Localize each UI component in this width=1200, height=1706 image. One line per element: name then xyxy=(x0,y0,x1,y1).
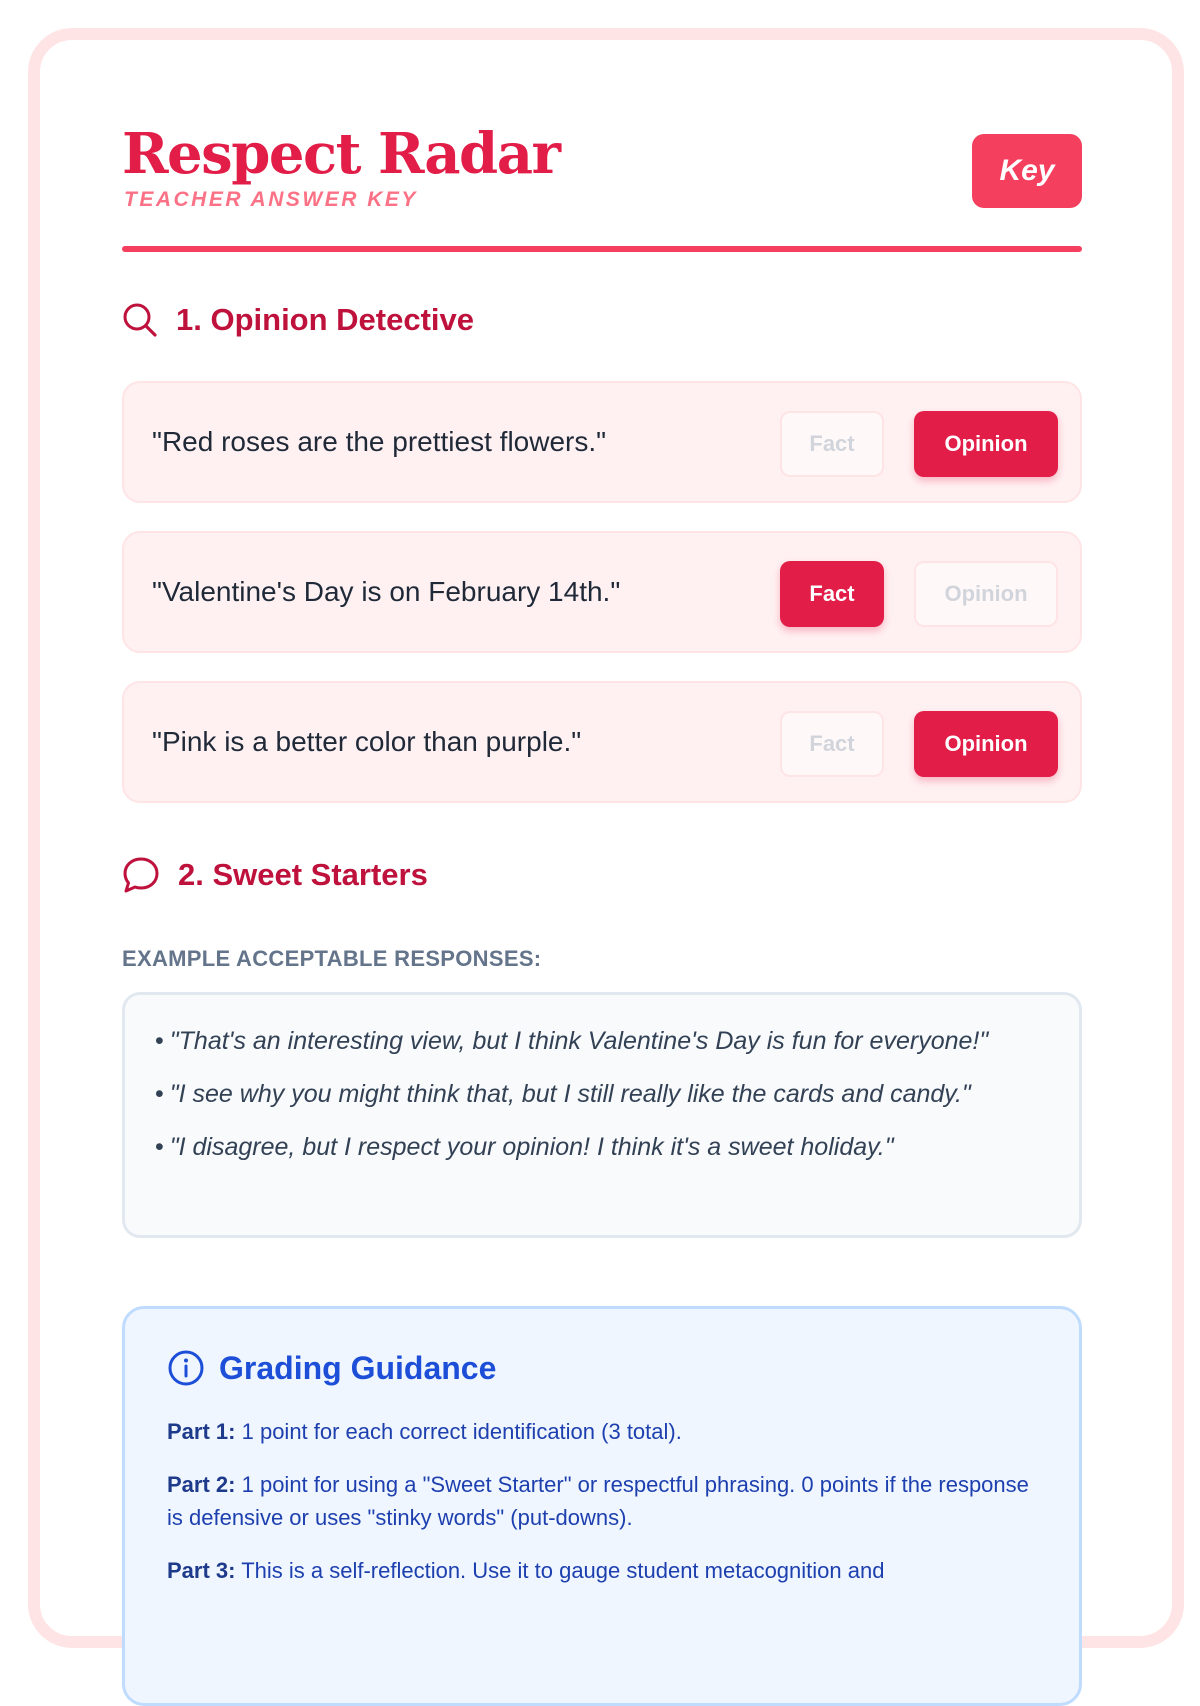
info-icon xyxy=(167,1349,205,1387)
section-title-text: 1. Opinion Detective xyxy=(176,302,475,337)
page-title: Respect Radar xyxy=(122,121,560,187)
example-item: • "That's an interesting view, but I think Valentine's Day is fun for everyone!" xyxy=(155,1027,989,1055)
statement-card xyxy=(122,531,1082,653)
statement-text: "Red roses are the prettiest flowers." xyxy=(152,426,607,457)
key-badge: Key xyxy=(972,134,1082,208)
section-title-text: 2. Sweet Starters xyxy=(178,857,428,892)
search-icon xyxy=(122,302,158,338)
statement-text: "Valentine's Day is on February 14th." xyxy=(152,576,621,607)
statement-text: "Pink is a better color than purple." xyxy=(152,726,582,757)
statement-card xyxy=(122,381,1082,503)
fact-button[interactable]: Fact xyxy=(780,561,884,627)
fact-button[interactable]: Fact xyxy=(780,711,884,777)
page-subtitle: TEACHER ANSWER KEY xyxy=(124,188,418,211)
fact-button[interactable]: Fact xyxy=(780,411,884,477)
speech-bubble-icon xyxy=(122,856,160,894)
page-header xyxy=(122,120,1082,248)
header-divider xyxy=(122,246,1082,252)
opinion-button[interactable]: Opinion xyxy=(914,561,1058,627)
opinion-button[interactable]: Opinion xyxy=(914,711,1058,777)
example-item: • "I see why you might think that, but I still really like the cards and candy." xyxy=(155,1080,971,1108)
grading-guidance-box xyxy=(122,1306,1082,1706)
examples-box xyxy=(122,992,1082,1238)
statement-card xyxy=(122,681,1082,803)
examples-label: EXAMPLE ACCEPTABLE RESPONSES: xyxy=(122,946,542,971)
example-item: • "I disagree, but I respect your opinion! I think it's a sweet holiday." xyxy=(155,1133,894,1161)
section-opinion-detective-title xyxy=(122,302,474,338)
section-sweet-starters-title xyxy=(122,856,428,894)
guidance-part-2: Part 2: 1 point for using a "Sweet Starter" or respectful phrasing. 0 points if the response is defensive or uses "stinky words" (put-downs). xyxy=(167,1472,1029,1530)
grading-guidance-title: Grading Guidance xyxy=(167,1349,496,1387)
guidance-part-1: Part 1: 1 point for each correct identification (3 total). xyxy=(167,1419,682,1444)
opinion-button[interactable]: Opinion xyxy=(914,411,1058,477)
guidance-part-3: Part 3: This is a self-reflection. Use it to gauge student metacognition and xyxy=(167,1558,885,1583)
